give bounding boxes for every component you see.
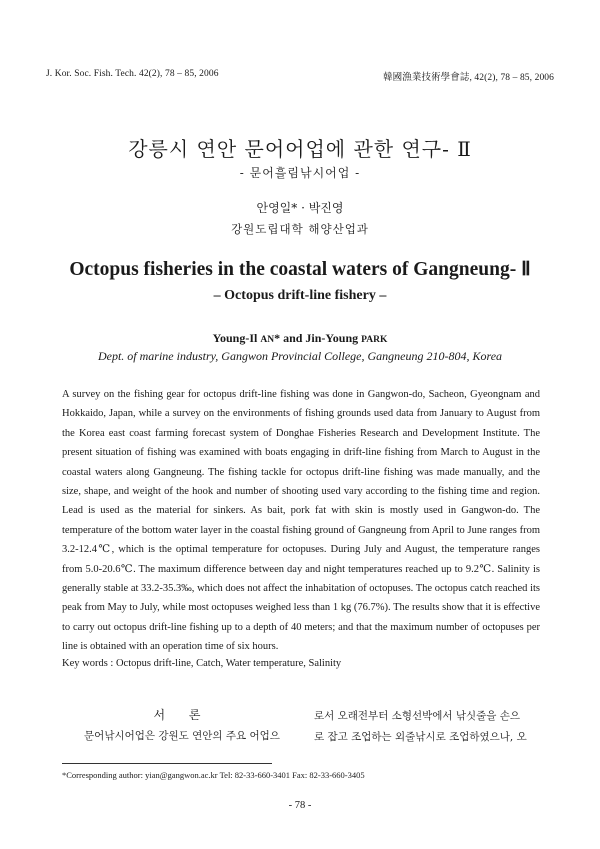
author1-first: Young-Il: [212, 331, 261, 345]
footnote-rule: [62, 763, 272, 764]
english-title: Octopus fisheries in the coastal waters of Gangneung- Ⅱ: [69, 259, 531, 280]
body-left-column: [62, 706, 302, 743]
english-affiliation: Dept. of marine industry, Gangwon Provincial College, Gangneung 210-804, Korea: [97, 349, 503, 363]
body-right-line-2: 로 잡고 조업하는 외줄낚시로 조업하였으나, 오: [314, 731, 527, 743]
keywords: Key words : Octopus drift-line, Catch, Water temperature, Salinity: [62, 658, 342, 669]
section-heading-introduction: 서 론: [153, 708, 211, 722]
korean-authors: 안영일* · 박진영: [256, 201, 344, 215]
body-left-line-1: 문어낚시어업은 강원도 연안의 주요 어업으: [84, 730, 280, 742]
body-right-line-1: 로서 오래전부터 소형선박에서 낚싯줄을 손으: [314, 710, 521, 722]
author1-last: AN: [260, 335, 275, 345]
korean-affiliation: 강원도립대학 해양산업과: [231, 222, 369, 236]
korean-title: 강릉시 연안 문어어업에 관한 연구- Ⅱ: [128, 137, 472, 161]
abstract: A survey on the fishing gear for octopus drift-line fishing was done in Gangwon-do, Sacheon, Gyeongnam and Hokkaido, Japan, while a survey on the environments of fishing grounds used data from January to August from the Korea east coast farming forecast system of Donghae Fisheries Research and Development Institute. The present situation of fishing was examined with boats engaging in drift-line fishing from March to August in the coastal waters along Gangneung. The fishing tackle for octopus drift-line fishing was made manually, and the size, shape, and weight of the hook and number of shooting used vary according to the fishing time and region. Lead is used as the material for sinkers. As bait, pork fat with skin is mostly used in Gangwon-do. The temperature of the bottom water layer in the coastal fishing ground of Gangneung from April to June ranges from 3.2-12.4℃, which is the optimal temperature for octopuses. During July and August, the temperature ranges from 5.0-20.6℃. The maximum difference between day and night temperatures reached up to 9.2℃. Salinity is generally stable at 33.2-35.3‰, which does not affect the inhabitation of octopuses. The octopus catch reached its peak from May to July, while most octopuses weighed less than 1 kg (76.7%). The results show that it is effective to carry out octopus drift-line fishing up to a depth of 40 meters; and that the maximum number of octopuses per line is obtained with an operation time of six hours.: [62, 389, 540, 653]
author-mid: * and Jin-Young: [274, 331, 362, 345]
journal-header-right: 韓國漁業技術學會誌, 42(2), 78 – 85, 2006: [383, 73, 554, 83]
body-right-column: [314, 706, 544, 748]
english-authors: [0, 331, 600, 346]
page-number: - 78 -: [288, 800, 312, 811]
author2-last: PARK: [361, 335, 388, 345]
journal-header-left: J. Kor. Soc. Fish. Tech. 42(2), 78 – 85, 2006: [46, 69, 219, 79]
korean-subtitle: - 문어흘림낚시어업 -: [239, 166, 361, 180]
english-subtitle: – Octopus drift-line fishery –: [213, 288, 387, 303]
corresponding-author-footnote: *Corresponding author: yian@gangwon.ac.kr Tel: 82-33-660-3401 Fax: 82-33-660-3405: [62, 770, 365, 780]
